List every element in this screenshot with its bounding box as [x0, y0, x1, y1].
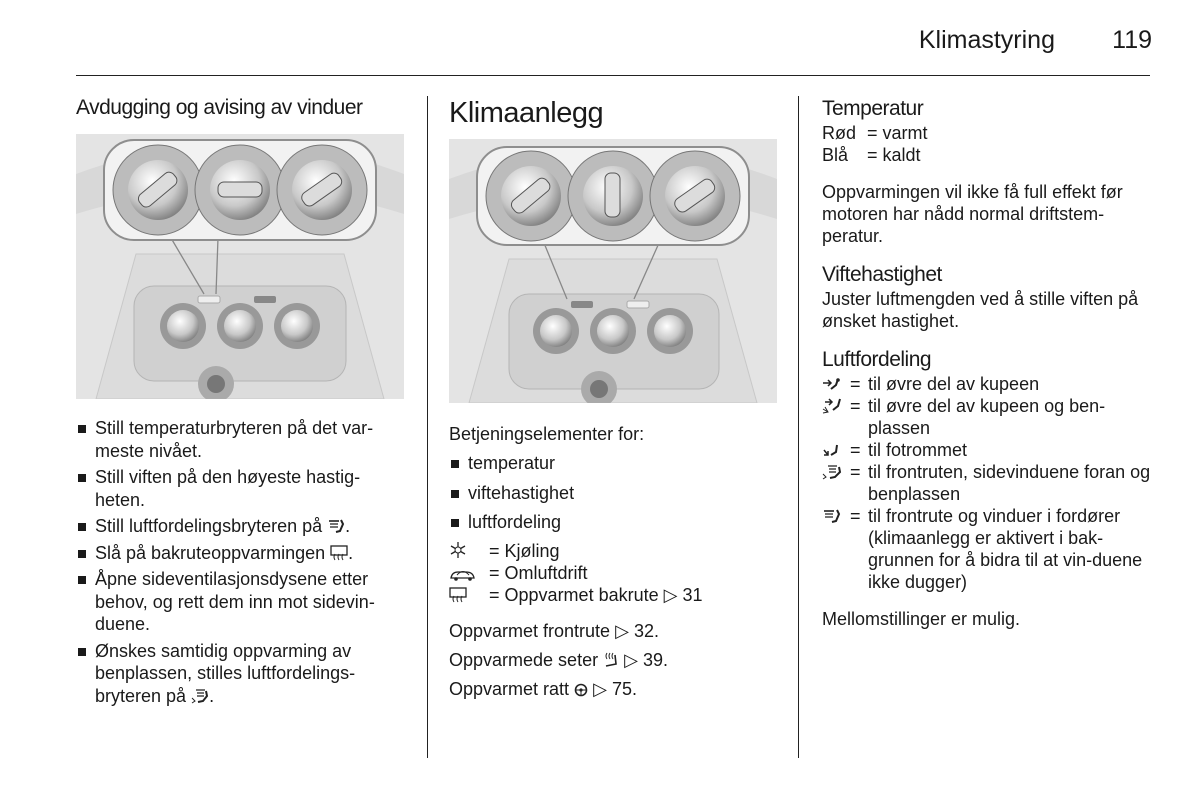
windshield-air-icon [822, 508, 842, 524]
upper-floor-air-icon [822, 398, 844, 414]
rear-window-heat-icon [449, 587, 467, 603]
fan-speed-heading: Viftehastighet [822, 263, 942, 286]
page-ref-arrow-icon: ▷ [615, 620, 629, 641]
settings-column [822, 96, 1157, 630]
control-item-distribution: luftfordeling [449, 511, 779, 534]
distribution-row-floor-windscreen: = til frontruten, sidevinduene foran og benplassen [822, 461, 1157, 505]
defrost-step-side-vents: Åpne sideventilasjonsdysene etter behov, og rett dem inn mot sidevin-duene. [76, 568, 406, 636]
heated-seat-icon [603, 652, 619, 668]
symbol-row-rear-heat: = Oppvarmet bakrute ▷ 31 [449, 584, 779, 606]
climate-heading: Klimaanlegg [449, 97, 604, 129]
recirculation-icon [449, 567, 477, 581]
air-distribution-heading: Luftfordeling [822, 348, 932, 371]
fan-speed-text: Juster luftmengden ved å stille viften på ønsket hastighet. [822, 289, 1139, 331]
controls-intro: Betjeningselementer for: [449, 424, 645, 444]
temperature-row-blue: Blå = kaldt [822, 145, 921, 165]
floor-windshield-air-icon [822, 464, 842, 480]
page-ref-arrow-icon: ▷ [663, 584, 678, 605]
defrost-step-fan: Still viften på den høyeste hastig-heten. [76, 466, 406, 511]
defrost-heading: Avdugging og avising av vinduer [76, 96, 363, 119]
snowflake-icon [449, 541, 467, 559]
defrost-column [76, 95, 406, 707]
symbol-row-recirculation: = Omluftdrift [449, 562, 779, 584]
ref-heated-steering-wheel: Oppvarmet ratt ▷ 75. [449, 678, 637, 699]
running-header-title: Klimastyring [918, 26, 1055, 54]
symbol-row-cooling: = Kjøling [449, 540, 779, 562]
rear-window-heat-icon [330, 545, 348, 561]
floor-windshield-air-icon [191, 688, 209, 704]
defrost-step-rear-heat: Slå på bakruteoppvarmingen . [76, 542, 406, 565]
floor-air-icon [822, 444, 842, 458]
windshield-air-icon [327, 518, 345, 534]
distribution-row-upper: = til øvre del av kupeen [822, 373, 1157, 395]
climate-control-panel-figure [76, 134, 404, 399]
page-ref-arrow-icon: ▷ [624, 649, 638, 670]
upper-air-icon [822, 378, 842, 392]
ref-heated-windscreen: Oppvarmet frontrute ▷ 32. [449, 620, 659, 641]
distribution-row-windscreen: = til frontrute og vinduer i fordører (klimaanlegg er aktivert i bak-grunnen for å bidra til at vin-duene ikke dugger) [822, 505, 1157, 593]
climate-column [449, 96, 779, 700]
column-divider-1 [427, 96, 428, 758]
ref-heated-seats: Oppvarmede seter ▷ 39. [449, 649, 668, 670]
control-item-fan-speed: viftehastighet [449, 482, 779, 505]
closing-note: Mellomstillinger er mulig. [822, 609, 1021, 629]
temperature-row-red: Rød = varmt [822, 123, 928, 143]
header-rule [76, 75, 1150, 76]
heated-wheel-icon [574, 683, 588, 697]
distribution-row-upper-floor: = til øvre del av kupeen og ben-plassen [822, 395, 1157, 439]
page-ref: 31 [682, 584, 703, 605]
column-divider-2 [798, 96, 799, 758]
air-conditioning-panel-figure [449, 139, 777, 403]
defrost-step-distribution: Still luftfordelingsbryteren på . [76, 515, 406, 538]
distribution-row-floor: = til fotrommet [822, 439, 1157, 461]
defrost-step-temperature: Still temperaturbryteren på det var-meste nivået. [76, 417, 406, 462]
defrost-step-footwell: Ønskes samtidig oppvarming av benplassen, stilles luftfordelings-bryteren på . [76, 640, 406, 708]
page-ref-arrow-icon: ▷ [593, 678, 607, 699]
temperature-heading: Temperatur [822, 97, 924, 120]
page-number: 119 [1112, 26, 1152, 54]
temperature-note: Oppvarmingen vil ikke få full effekt før motoren har nådd normal driftstem-peratur. [822, 182, 1123, 246]
control-item-temperature: temperatur [449, 452, 779, 475]
